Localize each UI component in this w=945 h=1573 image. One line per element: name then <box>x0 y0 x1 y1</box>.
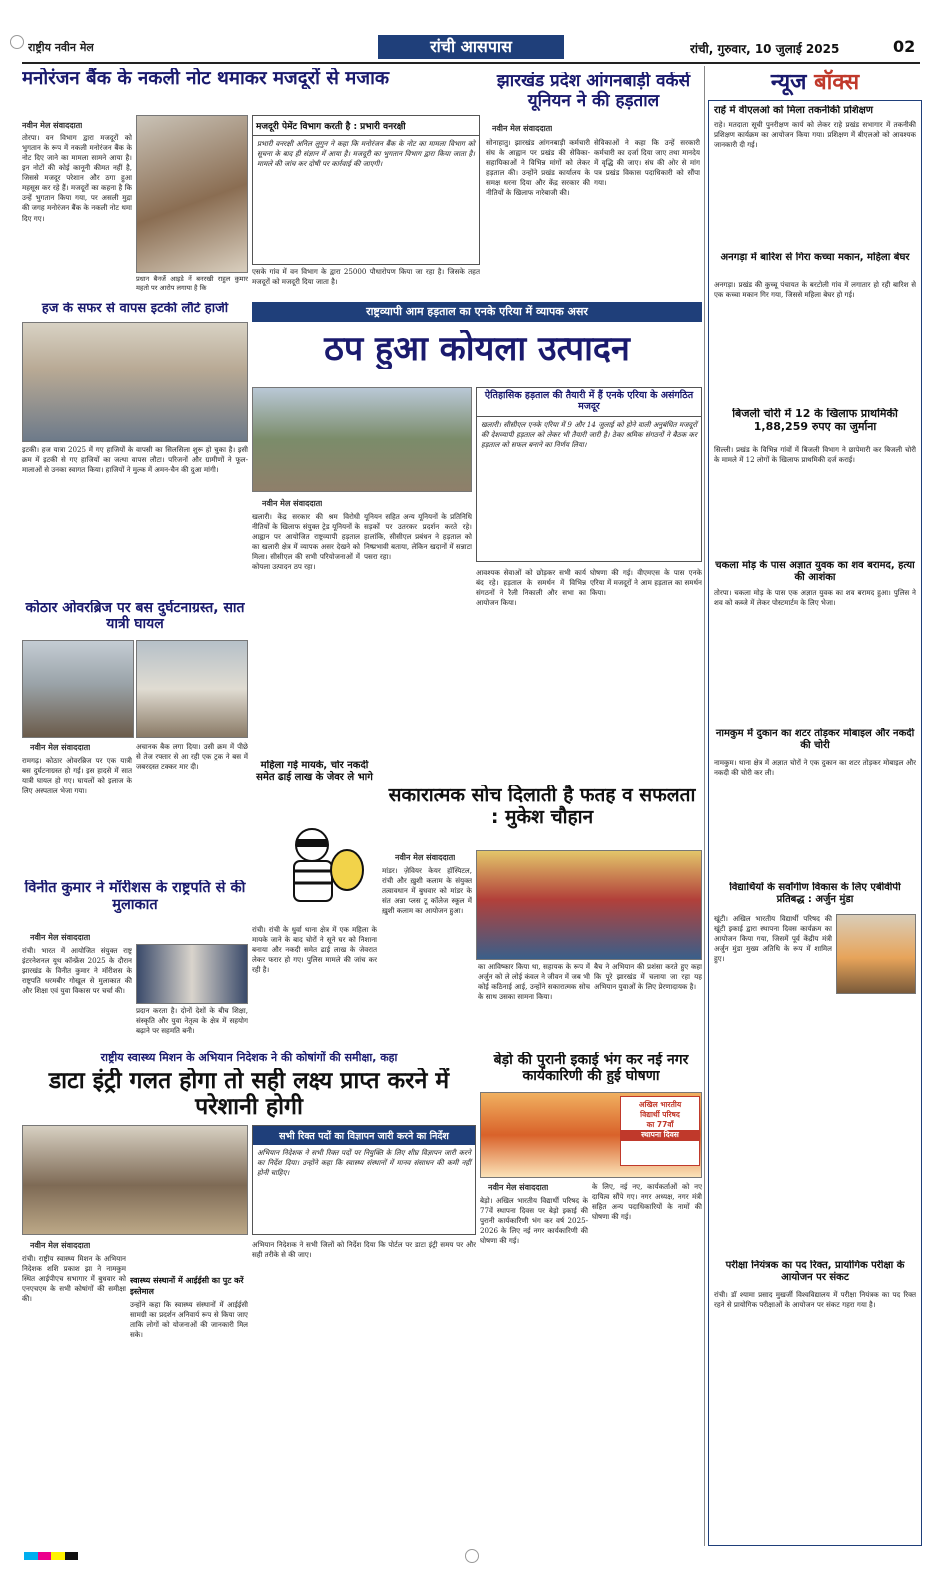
story3-box-title: ऐतिहासिक हड़ताल की तैयारी में हैं एनके एरिया के असंगठित मजदूर <box>477 388 701 417</box>
story8-col2: प्रदान करता है। दोनों देशों के बीच शिक्षा, संस्कृति और युवा नेतृत्व के क्षेत्र में सहयोग बढ़ाने पर सहमति बनी। <box>136 1006 248 1036</box>
story9-box-title: सभी रिक्त पदों का विज्ञापन जारी करने का निर्देश <box>253 1126 475 1145</box>
story7-body1: मांडर। ज़ेवियर केयर हॉस्पिटल, रांची और ख़ुशी कलाम के संयुक्त तत्वावधान में बुधवार को मांडर के संत अन्ना प्लस टू कॉलेज स्कूल में ख़ुशी कलाम का आयोजन हुआ। <box>382 866 472 916</box>
story2-body2: सेविकाओं ने कहा कि उन्हें सरकारी कर्मचारी का दर्जा दिया जाए तथा मानदेय में वृद्धि की जाए। संघ की ओर से मांग पत्र प्रखंड विकास पदाधिकारी को सौंपा गया। <box>594 138 700 188</box>
story7-body3: बैच ने अभियान की प्रशंसा करते हुए कहा कि पूरे झारखंड में चलाया जा रहा यह अभियान युवाओं के लिए प्रेरणादायक है। <box>594 962 702 992</box>
story1-byline: नवीन मेल संवाददाता <box>22 121 83 130</box>
story9-kicker: राष्ट्रीय स्वास्थ्य मिशन के अभियान निदेशक ने की कोषांगों की समीक्षा, कहा <box>100 1051 398 1064</box>
story1-box-text: प्रभारी वनरक्षी अनिल लुगुन ने कहा कि मनोरंजन बैंक के नोट का मामला विभाग को सूचना के बाद ही संज्ञान में आया है। मजदूरी का भुगतान विभाग द्वारा किया जाता है। मामले की जांच कर दोषी पर कार्रवाई की जाएगी। <box>257 139 475 169</box>
story9-box-text: अभियान निदेशक ने सभी रिक्त पदों पर नियुक्ति के लिए शीघ्र विज्ञापन जारी करने का निर्देश दिया। उन्होंने कहा कि स्वास्थ्य संस्थानों में मानव संसाधन की कमी नहीं होनी चाहिए। <box>257 1148 471 1178</box>
sidebar-label-post: बॉक्स <box>814 70 860 95</box>
story9-body3: अभियान निदेशक ने सभी जिलों को निर्देश दिया कि पोर्टल पर डाटा इंट्री समय पर और सही तरीके से की जाए। <box>252 1240 476 1260</box>
masthead-rule <box>22 62 920 64</box>
story3-headline: ठप हुआ कोयला उत्पादन <box>324 330 630 369</box>
story3-byline: नवीन मेल संवाददाता <box>262 499 323 508</box>
news5-text: नामकुम। थाना क्षेत्र में अज्ञात चोरों ने एक दुकान का शटर तोड़कर मोबाइल और नकदी की चोरी कर ली। <box>714 758 916 778</box>
news5-headline: नामकुम में दुकान का शटर तोड़कर मोबाइल और नकदी की चोरी <box>715 728 915 751</box>
news4-headline: चकला मोड़ के पास अज्ञात युवक का शव बरामद, हत्या की आशंका <box>715 560 915 583</box>
story5-body: रामगढ़। कोठार ओवरब्रिज पर एक यात्री बस दुर्घटनाग्रस्त हो गई। इस हादसे में सात यात्री घायल हो गए। घायलों को इलाज के लिए अस्पताल भेजा गया। <box>22 756 132 796</box>
color-bar <box>24 1552 78 1560</box>
story1-photo <box>136 115 248 273</box>
story3-body1: खलारी। केंद्र सरकार की श्रम विरोधी नीतियों के खिलाफ संयुक्त ट्रेड यूनियनों के आह्वान पर आयोजित राष्ट्रव्यापी हड़ताल का खलारी क्षेत्र में व्यापक असर देखने को मिला। सीसीएल की सभी परियोजनाओं में कोयला उत्पादन ठप रहा। <box>252 512 360 572</box>
story5-col2: अचानक बैक लगा दिया। उसी क्रम में पीछे से तेज रफ्तार से आ रही एक ट्रक ने बस में जबरदस्त टक्कर मार दी। <box>136 742 248 772</box>
story1-box <box>252 115 480 265</box>
page-number: 02 <box>893 37 916 56</box>
story2-headline: झारखंड प्रदेश आंगनबाड़ी वर्कर्स यूनियन ने की हड़ताल <box>496 72 691 111</box>
story7-byline: नवीन मेल संवाददाता <box>395 853 456 862</box>
story9-body2: उन्होंने कहा कि स्वास्थ्य संस्थानों में आईईसी सामग्री का प्रदर्शन अनिवार्य रूप से किया जाए ताकि लोगों को योजनाओं की जानकारी मिल सके। <box>130 1300 248 1340</box>
swatch-cyan <box>24 1552 38 1560</box>
story9-photo <box>22 1125 248 1235</box>
news1-text: राहे। मतदाता सूची पुनरीक्षण कार्य को लेकर राहे प्रखंड सभागार में तकनीकी प्रशिक्षण कार्यक्रम का आयोजन किया गया। प्रशिक्षण में बीएलओ को आवश्यक जानकारी दी गई। <box>714 120 916 150</box>
sidebar-label-pre: न्यूज <box>770 70 807 95</box>
story1-col3: एसके गांव में वन विभाग के द्वारा 25000 पौधारोपण किया जा रहा है। जिसके तहत मजदूरों को मजदूरी दिया जाता है। <box>252 267 480 287</box>
story3-box <box>476 387 702 562</box>
registration-mark-tl <box>10 35 24 49</box>
story4-body: इटकी। हज यात्रा 2025 में गए हाजियों के वापसी का सिलसिला शुरू हो चुका है। इसी क्रम में इटकी से गए हाजियों का जत्था वापस लौटा। परिजनों और ग्रामीणों ने फूल-मालाओं से उनका स्वागत किया। हाजियों ने मुल्क में अमन-चैन की दुआ मांगी। <box>22 445 248 475</box>
story5-photo-2 <box>136 640 248 738</box>
story10-body1: बेड़ो। अखिल भारतीय विद्यार्थी परिषद के 77वें स्थापना दिवस पर बेड़ो इकाई की पुरानी कार्यकारिणी भंग कर वर्ष 2025-2026 के लिए नई नगर कार्यकारिणी की घोषणा की गई। <box>480 1196 588 1246</box>
story2-byline: नवीन मेल संवाददाता <box>492 124 553 133</box>
story10-body2: के लिए, नई नए, कार्यकर्ताओं को नए दायित्व सौंपे गए। नगर अध्यक्ष, नगर मंत्री सहित अन्य पदाधिकारियों के नामों की घोषणा की गई। <box>592 1182 702 1222</box>
news2-headline: अनगड़ा में बारिश से गिरा कच्चा मकान, महिला बेघर <box>720 252 910 263</box>
swatch-magenta <box>38 1552 52 1560</box>
story1-body: तोरपा। वन विभाग द्वारा मजदूरों को भुगतान के रूप में नकली मनोरंजन बैंक के नोट दिए जाने का मामला सामने आया है। इन नोटों की कोई कानूनी कीमत नहीं है, जिससे मजदूर परेशान और ठगा हुआ महसूस कर रहे हैं। मजदूरों का कहना है कि उन्हें भुगतान किया गया, पर असली मुद्रा की जगह मनोरंजन बैंक के नकली नोट थमा दिए गए। <box>22 133 132 223</box>
news7-headline: परीक्षा नियंत्रक का पद रिक्त, प्रायोगिक परीक्षा के आयोजन पर संकट <box>725 1260 905 1283</box>
story1-headline: मनोरंजन बैंक के नकली नोट थमाकर मजदूरों से मजाक <box>22 68 390 89</box>
news7-text: रांची। डॉ श्यामा प्रसाद मुखर्जी विश्वविद्यालय में परीक्षा नियंत्रक का पद रिक्त रहने से प्रायोगिक परीक्षाओं के आयोजन पर संकट गहरा गया है। <box>714 1290 916 1310</box>
story7-headline: सकारात्मक सोच दिलाती है फतह व सफलता : मुकेश चौहान <box>388 785 696 828</box>
story3-photo <box>252 387 472 492</box>
overlay-line3: का 77वाँ <box>646 1120 674 1130</box>
story1-box-title: मजदूरी पेमेंट विभाग करती है : प्रभारी वनरक्षी <box>253 116 479 136</box>
story9-box <box>252 1125 476 1235</box>
news1-headline: राहें में वीएलओ को मिला तकनीकी प्रशिक्षण <box>714 105 874 116</box>
story4-photo <box>22 322 248 442</box>
story3-kicker: राष्ट्रव्यापी आम हड़ताल का एनके एरिया में व्यापक असर <box>252 302 702 322</box>
story8-photo <box>136 944 248 1004</box>
story9-subhead: स्वास्थ्य संस्थानों में आईईसी का पुट करें इस्तेमाल <box>130 1276 244 1296</box>
story9-headline: डाटा इंट्री गलत होगा तो सही लक्ष्य प्राप्त करने में परेशानी होगी <box>48 1068 450 1121</box>
story10-headline: बेड़ो की पुरानी इकाई भंग कर नई नगर कार्यकारिणी की हुई घोषणा <box>493 1052 689 1085</box>
news6-photo <box>836 914 916 994</box>
story6-headline: महिला गई मायके, चोर नकदी समेत ढाई लाख के जेवर ले भागे <box>256 760 373 783</box>
story5-headline: कोठार ओवरब्रिज पर बस दुर्घटनाग्रस्त, सात यात्री घायल <box>25 600 245 633</box>
story7-body2: का आविष्कार किया था, सहायक के रूप में अर्जुन को ले लोई कंवल ने जीवन में जब भी कोई कठिनाई आई, उन्होंने सकारात्मक सोच के साथ उसका सामना किया। <box>478 962 590 1002</box>
story3-box-text: खलारी। सीसीएल एनके एरिया में 9 और 14 जुलाई को होने वाली अनुबंधित मजदूरों की देशव्यापी हड़ताल को लेकर भी तैयारी जारी है। ठेका श्रमिक संगठनों ने बैठक कर हड़ताल को सफल बनाने का निर्णय लिया। <box>481 419 697 449</box>
paper-name: राष्ट्रीय नवीन मेल <box>28 41 94 54</box>
story6-body: रांची। रांची के धुर्वा थाना क्षेत्र में एक महिला के मायके जाने के बाद चोरों ने सूने घर को निशाना बनाया और नकदी समेत ढाई लाख के जेवरात लेकर फरार हो गए। पुलिस मामले की जांच कर रही है। <box>252 925 377 975</box>
news3-text: सिल्ली। प्रखंड के विभिन्न गांवों में बिजली विभाग ने छापेमारी कर बिजली चोरी के मामले में 12 लोगों के खिलाफ प्राथमिकी दर्ज कराई। <box>714 445 916 465</box>
story3-body3: आवश्यक सेवाओं को छोड़कर सभी कार्य बंद रहे। हड़ताल के समर्थन में विभिन्न संगठनों ने रैली निकाली और सभा का आयोजन किया। <box>476 568 586 608</box>
story9-byline: नवीन मेल संवाददाता <box>30 1241 91 1250</box>
section-banner: रांची आसपास <box>378 35 564 59</box>
news2-text: अनगड़ा। प्रखंड की कुच्चू पंचायत के बरटोली गांव में लगातार हो रही बारिश से एक कच्चा मकान गिर गया, जिससे महिला बेघर हो गई। <box>714 280 916 300</box>
news6-headline: विद्यार्थियों के सर्वांगीण विकास के लिए एबीवीपी प्रतिबद्ध : अर्जुन मुंडा <box>729 882 901 905</box>
story9-body1: रांची। राष्ट्रीय स्वास्थ्य मिशन के अभियान निदेशक शशि प्रकाश झा ने नामकुम स्थित आईपीएच सभागार में बुधवार को एनएचएम के सभी कोषांगों की समीक्षा की। <box>22 1254 126 1304</box>
story1-caption: प्रधान बैनर्जे आइडे नें बनरखी राहुल कुमार महतो पर आरोप लगाया है कि <box>136 275 248 293</box>
news3-headline: बिजली चोरी में 12 के खिलाफ प्राथमिकी 1,88,259 रुपए का जुर्माना <box>732 408 898 433</box>
registration-mark-bottom <box>465 1549 479 1563</box>
overlay-line1: अखिल भारतीय <box>638 1100 682 1109</box>
thief-illustration <box>262 815 370 920</box>
overlay-line2: विद्यार्थी परिषद <box>640 1110 680 1120</box>
overlay-line4: स्थापना दिवस <box>621 1130 699 1140</box>
issue-date: रांची, गुरुवार, 10 जुलाई 2025 <box>690 42 840 56</box>
story8-body: रांची। भारत में आयोजित संयुक्त राष्ट्र इंटरनेशनल यूथ कॉन्फ्रेंस 2025 के दौरान झारखंड के विनीत कुमार ने मॉरीशस के राष्ट्रपति धरमबीर गोखूल से मुलाकात की और शिक्षा एवं युवा विकास पर चर्चा की। <box>22 946 132 996</box>
story8-headline: विनीत कुमार ने मॉरीशस के राष्ट्रपति से की मुलाकात <box>24 880 246 913</box>
col-rule-right <box>704 66 705 1546</box>
news4-text: तोरपा। चकला मोड़ के पास एक अज्ञात युवक का शव बरामद हुआ। पुलिस ने शव को कब्जे में लेकर पोस्टमार्टम के लिए भेजा। <box>714 588 916 608</box>
swatch-black <box>65 1552 79 1560</box>
story8-byline: नवीन मेल संवाददाता <box>30 933 91 942</box>
story7-photo <box>476 850 702 960</box>
story5-photo <box>22 640 134 738</box>
story3-body4: घोषणा की गई। वीएमएस के पास एनके एरिया में मजदूरों ने आम हड़ताल का समर्थन किया। <box>590 568 702 598</box>
swatch-yellow <box>51 1552 65 1560</box>
story10-overlay <box>620 1096 700 1166</box>
story10-byline: नवीन मेल संवाददाता <box>488 1183 549 1192</box>
story3-body2: यूनियन सहित अन्य यूनियनों के प्रतिनिधि सड़कों पर उतरकर प्रदर्शन करते रहे। हालांकि, सीसीएल प्रबंधन ने हड़ताल को निष्प्रभावी बताया, लेकिन खदानों में सन्नाटा पसरा रहा। <box>364 512 472 562</box>
story5-byline: नवीन मेल संवाददाता <box>30 743 91 752</box>
sidebar-label <box>710 68 920 98</box>
story4-headline: हज के सफर से वापस इटकी लौटे हाजी <box>41 302 229 316</box>
story2-body1: सोनाहातु। झारखंड आंगनबाड़ी कर्मचारी संघ के आह्वान पर प्रखंड की सेविका-सहायिकाओं ने विभिन्न मांगों को लेकर हड़ताल की। उन्होंने प्रखंड कार्यालय के समक्ष धरना दिया और केंद्र सरकार की नीतियों के खिलाफ नारेबाजी की। <box>486 138 590 198</box>
news6-text: खूंटी। अखिल भारतीय विद्यार्थी परिषद की खूंटी इकाई द्वारा स्थापना दिवस कार्यक्रम का आयोजन किया गया, जिसमें पूर्व केंद्रीय मंत्री अर्जुन मुंडा मुख्य अतिथि के रूप में शामिल हुए। <box>714 914 832 964</box>
